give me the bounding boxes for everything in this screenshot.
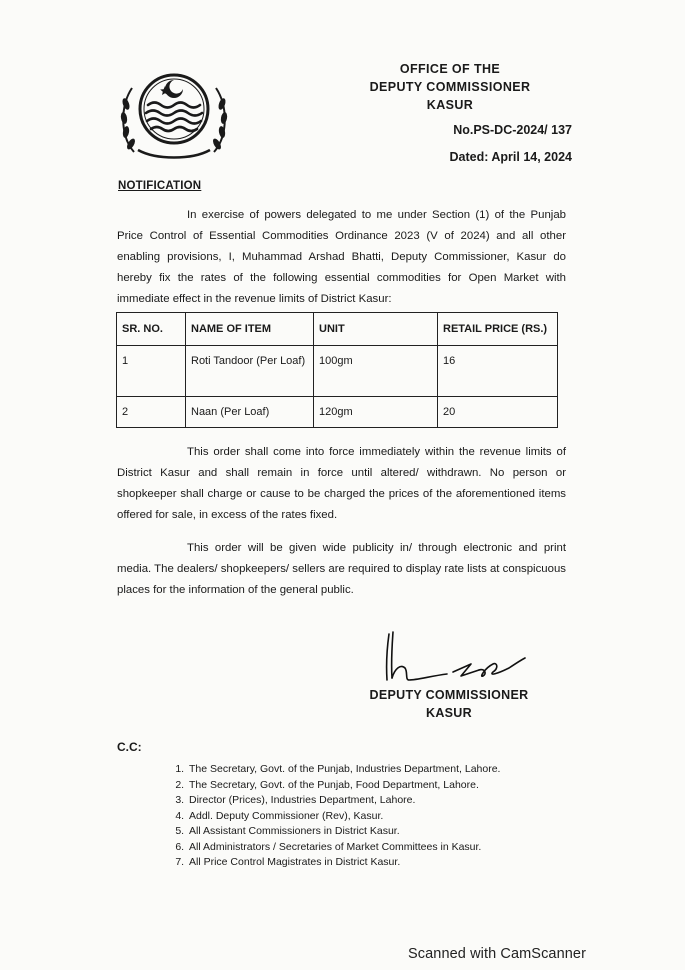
list-item: 5. All Assistant Commissioners in District Kasur. [187, 824, 500, 840]
list-item: 3. Director (Prices), Industries Department, Lahore. [187, 793, 500, 809]
cell-item: Roti Tandoor (Per Loaf) [186, 346, 314, 397]
col-retail-price: RETAIL PRICE (RS.) [438, 313, 558, 346]
col-sr-no: SR. NO. [117, 313, 186, 346]
office-line-3: KASUR [426, 98, 474, 112]
date-line: Dated: April 14, 2024 [449, 150, 572, 164]
list-item: 7. All Price Control Magistrates in District Kasur. [187, 855, 500, 871]
cell-price: 20 [438, 397, 558, 428]
cc-label: C.C: [117, 740, 142, 754]
list-item: 4. Addl. Deputy Commissioner (Rev), Kasur. [187, 809, 500, 825]
signatory-block [360, 686, 538, 722]
office-header [330, 60, 570, 114]
office-line-2: DEPUTY COMMISSIONER [369, 80, 531, 94]
list-item: 1. The Secretary, Govt. of the Punjab, Industries Department, Lahore. [187, 762, 500, 778]
handwritten-signature [375, 628, 535, 690]
order-force-paragraph [117, 442, 566, 526]
cell-unit: 100gm [314, 346, 438, 397]
office-line-1: OFFICE OF THE [399, 62, 501, 76]
cc-list [165, 762, 500, 871]
cell-item: Naan (Per Loaf) [186, 397, 314, 428]
publicity-text: This order will be given wide publicity in/ through electronic and print media. The dealers/ shopkeepers/ sellers are required to display rate lists at conspicuous places for the information of the general public. [117, 542, 566, 597]
cell-sr: 1 [117, 346, 186, 397]
table-row [117, 397, 558, 428]
table-header-row [117, 313, 558, 346]
intro-text: In exercise of powers delegated to me under Section (1) of the Punjab Price Control of Essential Commodities Ordinance 2023 (V of 2024) and all other enabling provisions, I, Muhammad Arshad Bhatti, Deputy Commissioner, Kasur do hereby fix the rates of the following essential commodities for Open Market with immediate effect in the revenue limits of District Kasur: [117, 209, 566, 306]
punjab-emblem-logo [112, 64, 236, 164]
scanner-watermark: Scanned with CamScanner [408, 946, 587, 962]
list-item: 6. All Administrators / Secretaries of Market Committees in Kasur. [187, 840, 500, 856]
notification-heading: NOTIFICATION [118, 180, 202, 192]
intro-paragraph [117, 205, 566, 310]
publicity-paragraph [117, 538, 566, 601]
signatory-place: KASUR [426, 706, 472, 720]
signatory-designation: DEPUTY COMMISSIONER [369, 688, 529, 702]
order-force-text: This order shall come into force immediately within the revenue limits of District Kasur and shall remain in force until altered/ withdrawn. No person or shopkeeper shall charge or cause to be charged the prices of the aforementioned items offered for sale, in excess of the rates fixed. [117, 446, 566, 522]
cell-price: 16 [438, 346, 558, 397]
list-item: 2. The Secretary, Govt. of the Punjab, Food Department, Lahore. [187, 778, 500, 794]
cell-unit: 120gm [314, 397, 438, 428]
rates-table [116, 312, 558, 428]
col-item-name: NAME OF ITEM [186, 313, 314, 346]
table-row [117, 346, 558, 397]
col-unit: UNIT [314, 313, 438, 346]
cell-sr: 2 [117, 397, 186, 428]
reference-number: No.PS-DC-2024/ 137 [453, 123, 572, 137]
